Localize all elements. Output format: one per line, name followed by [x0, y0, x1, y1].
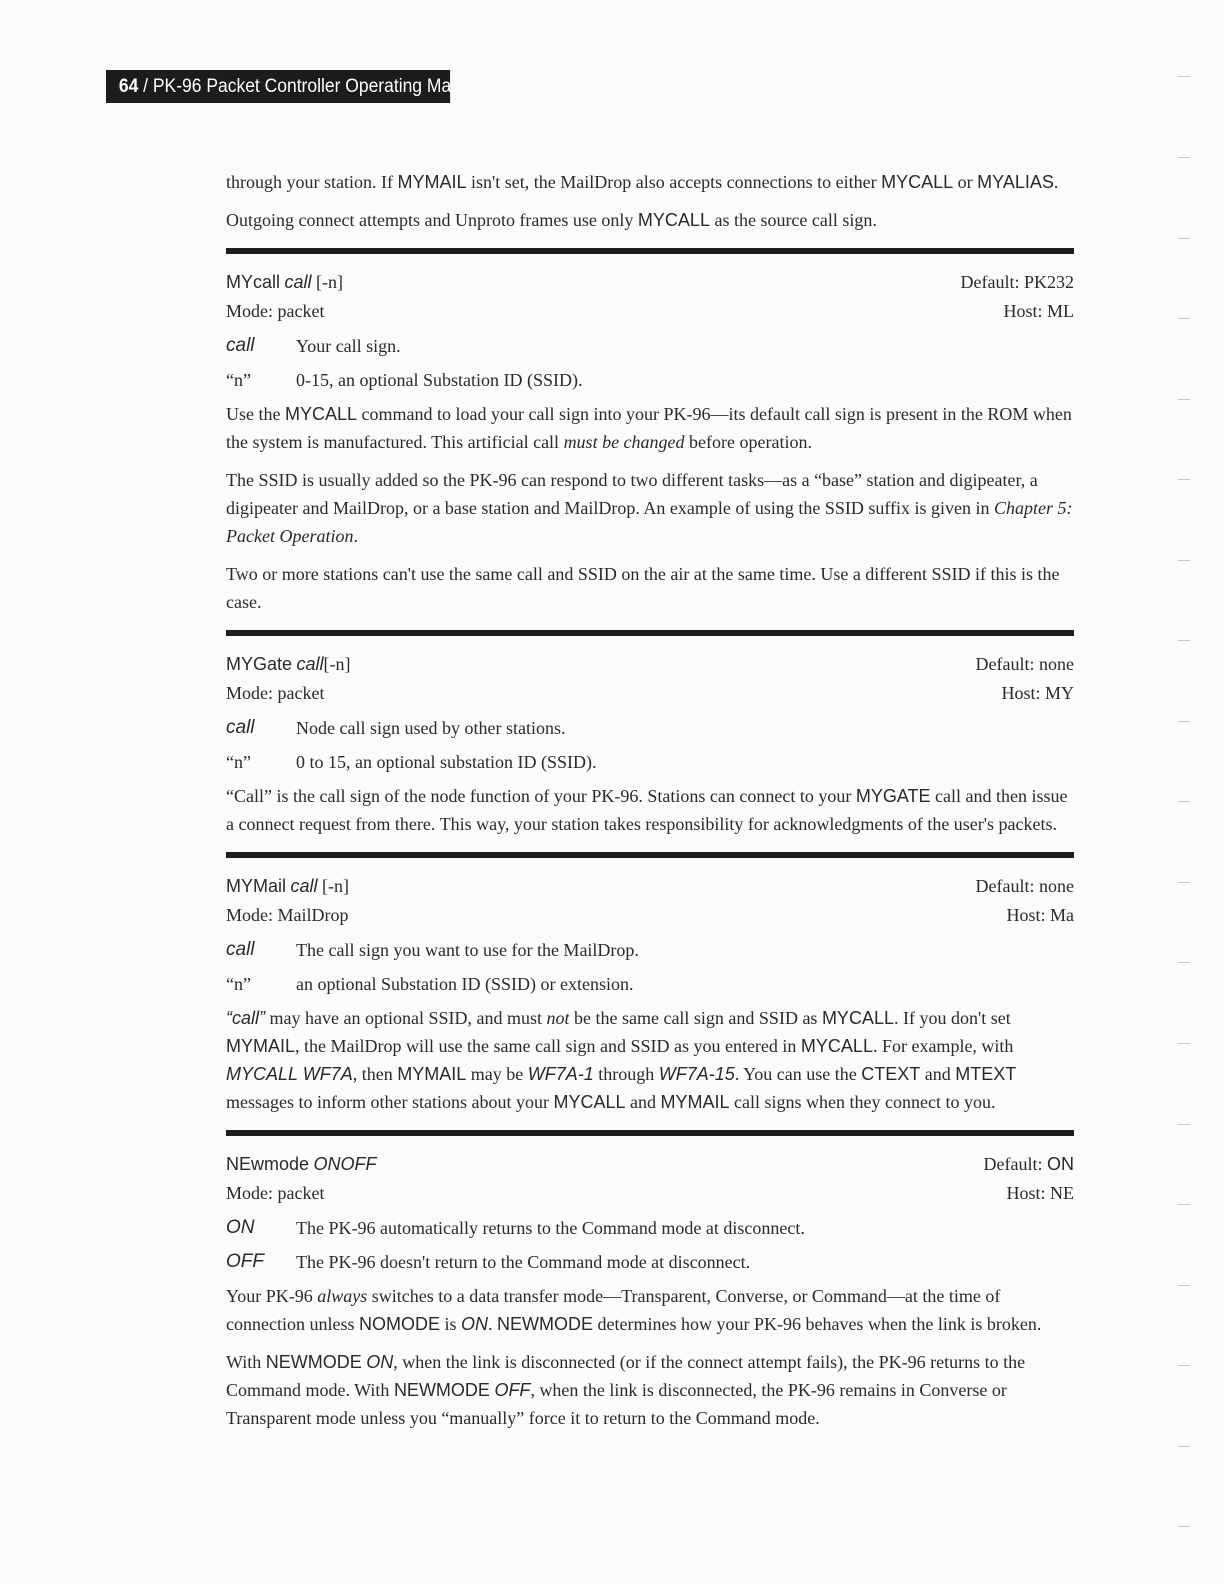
command-keyword: MYGATE — [855, 786, 931, 806]
parameter-description: The PK-96 automatically returns to the Command mode at disconnect. — [296, 1218, 805, 1238]
parameter-key: “n” — [226, 752, 251, 772]
description-paragraph — [226, 560, 1074, 616]
command-name: MYGate — [226, 654, 293, 674]
text-run: . — [1053, 172, 1059, 192]
command-mode-row — [226, 679, 1074, 708]
text-run: Two or more stations can't use the same call and SSID on the air at the same time. Use a different SSID if this is the case. — [226, 564, 1060, 612]
command-mycall — [226, 268, 1074, 616]
text-run: before operation. — [684, 432, 812, 452]
parameter-description: an optional Substation ID (SSID) or extension. — [296, 974, 634, 994]
emphasis: not — [546, 1008, 570, 1028]
text-run: may be — [466, 1064, 528, 1084]
command-value: WF7A-1 — [527, 1064, 594, 1084]
description-paragraph — [226, 1348, 1074, 1432]
parameter-description: The PK-96 doesn't return to the Command mode at disconnect. — [296, 1252, 751, 1272]
command-keyword: MYCALL — [553, 1092, 626, 1112]
margin-mark — [1178, 238, 1190, 239]
command-mygate — [226, 650, 1074, 838]
command-argument: call — [296, 654, 324, 674]
parameter-description: 0-15, an optional Substation ID (SSID). — [296, 370, 583, 390]
mode-label: Mode: packet — [226, 683, 325, 703]
parameter-key: call — [226, 335, 255, 356]
margin-mark — [1178, 1526, 1190, 1527]
command-argument-on: ON — [313, 1154, 341, 1174]
text-run: . For example, with — [872, 1036, 1014, 1056]
default-value: Default: none — [975, 654, 1074, 674]
section-divider — [226, 1130, 1074, 1136]
margin-mark — [1178, 157, 1190, 158]
command-syntax — [226, 1150, 377, 1179]
text-run: may have an optional SSID, and must — [265, 1008, 547, 1028]
text-run: The SSID is usually added so the PK-96 can respond to two different tasks—as a “base” station and digipeater, a digipeater and MailDrop, or a base station and MailDrop. An example of using the SSID suffix is given in — [226, 470, 1038, 518]
parameter-key: “n” — [226, 974, 251, 994]
margin-mark — [1178, 640, 1190, 641]
parameter-row — [226, 936, 1074, 964]
text-run: Your PK-96 — [226, 1286, 318, 1306]
mode-label: Mode: MailDrop — [226, 905, 349, 925]
command-name: MYcall — [226, 272, 281, 292]
mode-label: Mode: packet — [226, 1183, 325, 1203]
host-label: Host: Ma — [1006, 905, 1074, 925]
parameter-description: Node call sign used by other stations. — [296, 718, 566, 738]
margin-mark — [1178, 76, 1190, 77]
command-syntax — [226, 650, 351, 679]
command-keyword: MYMAIL — [660, 1092, 730, 1112]
command-mode-row — [226, 901, 1074, 930]
text-run: be the same call sign and SSID as — [569, 1008, 822, 1028]
text-run: , when the link is disconnected (or if the connect attempt fails), the PK-96 returns to the Command mode. With — [226, 1352, 1026, 1400]
command-keyword: MYALIAS — [977, 172, 1054, 192]
emphasis: always — [317, 1286, 368, 1306]
text-run: Use the — [226, 404, 285, 424]
default-value — [984, 1150, 1074, 1179]
margin-mark — [1178, 882, 1190, 883]
intro-paragraph-1 — [226, 168, 1074, 196]
running-header — [106, 70, 485, 103]
command-syntax-row — [226, 650, 1074, 679]
text-run: switches to a data transfer mode—Transparent, Converse, or Command—at the time of connection unless — [226, 1286, 1001, 1334]
command-value: OFF — [494, 1380, 531, 1400]
command-keyword: MYCALL — [800, 1036, 873, 1056]
parameter-key: OFF — [226, 1251, 264, 1272]
manual-title: / PK-96 Packet Controller Operating Manual — [138, 76, 485, 97]
text-run: determines how your PK-96 behaves when the link is broken. — [593, 1314, 1042, 1334]
default-label: Default: — [983, 1154, 1047, 1174]
text-run: , when the link is disconnected, the PK-96 remains in Converse or Transparent mode unless you “manually” force it to return to the Command mode. — [226, 1380, 1007, 1428]
description-paragraph — [226, 782, 1074, 838]
section-divider — [226, 248, 1074, 254]
margin-mark — [1178, 560, 1190, 561]
text-run: through your station. If — [226, 172, 398, 192]
parameter-key: “n” — [226, 370, 251, 390]
command-value: ON — [366, 1352, 394, 1372]
parameter-description: The call sign you want to use for the MailDrop. — [296, 940, 639, 960]
command-keyword: MTEXT — [955, 1064, 1017, 1084]
command-value: ON — [461, 1314, 488, 1334]
command-keyword: MYCALL — [821, 1008, 894, 1028]
command-keyword: MYCALL — [637, 210, 710, 230]
command-name: NEwmode — [226, 1154, 310, 1174]
command-option: [-n] — [322, 876, 350, 896]
parameter-row — [226, 970, 1074, 998]
host-label: Host: ML — [1003, 301, 1074, 321]
command-argument: call — [290, 876, 318, 896]
parameter-key: call — [226, 939, 255, 960]
margin-mark — [1178, 399, 1190, 400]
host-label: Host: NE — [1006, 1183, 1074, 1203]
description-paragraph — [226, 1004, 1074, 1116]
section-divider — [226, 630, 1074, 636]
command-keyword: CTEXT — [861, 1064, 921, 1084]
command-keyword: NEWMODE — [393, 1380, 490, 1400]
emphasis: Chapter 5: Packet Operation — [226, 498, 1073, 546]
command-value: MYCALL WF7A — [226, 1064, 353, 1084]
command-keyword: NOMODE — [358, 1314, 440, 1334]
margin-mark — [1178, 1365, 1190, 1366]
text-run: . — [353, 526, 358, 546]
default-value: Default: PK232 — [960, 272, 1074, 292]
text-run: . — [488, 1314, 497, 1334]
text-run: “Call” is the call sign of the node function of your PK-96. Stations can connect to your — [226, 786, 856, 806]
text-run: , the MailDrop will use the same call sign and SSID as you entered in — [295, 1036, 801, 1056]
text-run: is — [439, 1314, 461, 1334]
margin-mark — [1178, 1204, 1190, 1205]
text-run: isn't set, the MailDrop also accepts connections to either — [466, 172, 882, 192]
command-keyword: MYCALL — [284, 404, 358, 424]
margin-mark — [1178, 801, 1190, 802]
margin-mark — [1178, 318, 1190, 319]
parameter-key: ON — [226, 1217, 255, 1238]
margin-mark — [1178, 1285, 1190, 1286]
parameter-row — [226, 1214, 1074, 1242]
section-divider — [226, 852, 1074, 858]
command-value: WF7A-15 — [658, 1064, 735, 1084]
command-mode-row — [226, 1179, 1074, 1208]
command-value: “call” — [226, 1008, 265, 1028]
margin-mark — [1178, 1124, 1190, 1125]
description-paragraph — [226, 1282, 1074, 1338]
emphasis: must be changed — [563, 432, 685, 452]
parameter-description: Your call sign. — [296, 336, 401, 356]
command-keyword: NEWMODE — [265, 1352, 362, 1372]
text-run: , then — [352, 1064, 398, 1084]
command-syntax-row — [226, 1150, 1074, 1179]
text-run: messages to inform other stations about your — [226, 1092, 554, 1112]
page-number: 64 — [118, 76, 139, 97]
command-argument-off: OFF — [340, 1154, 377, 1174]
parameter-row — [226, 748, 1074, 776]
parameter-description: 0 to 15, an optional substation ID (SSID). — [296, 752, 597, 772]
text-run: . If you don't set — [893, 1008, 1011, 1028]
intro-paragraph-2 — [226, 206, 1074, 234]
command-mode-row — [226, 297, 1074, 326]
command-option: [-n] — [323, 654, 351, 674]
command-keyword: MYMAIL — [397, 172, 467, 192]
command-syntax-row — [226, 872, 1074, 901]
margin-mark — [1178, 1043, 1190, 1044]
text-run: call and then issue a connect request from there. This way, your station takes responsibility for acknowledgments of the user's packets. — [226, 786, 1068, 834]
text-run: as the source call sign. — [709, 210, 877, 230]
parameter-row — [226, 332, 1074, 360]
parameter-row — [226, 366, 1074, 394]
command-keyword: NEWMODE — [497, 1314, 593, 1334]
parameter-key: call — [226, 717, 255, 738]
text-run: . You can use the — [734, 1064, 862, 1084]
command-option: [-n] — [316, 272, 344, 292]
command-syntax-row — [226, 268, 1074, 297]
default-setting: ON — [1047, 1154, 1074, 1174]
parameter-row — [226, 1248, 1074, 1276]
host-label: Host: MY — [1001, 683, 1074, 703]
margin-mark — [1178, 721, 1190, 722]
text-run: through — [593, 1064, 659, 1084]
text-run: With — [226, 1352, 266, 1372]
text-run: and — [920, 1064, 956, 1084]
command-name: MYMail — [226, 876, 287, 896]
text-run: call signs when they connect to you. — [729, 1092, 996, 1112]
default-value: Default: none — [975, 876, 1074, 896]
command-keyword: MYMAIL — [397, 1064, 467, 1084]
text-run: and — [625, 1092, 661, 1112]
command-mymail — [226, 872, 1074, 1116]
description-paragraph — [226, 466, 1074, 550]
command-keyword: MYCALL — [881, 172, 954, 192]
command-syntax — [226, 268, 343, 297]
command-argument: call — [284, 272, 312, 292]
parameter-row — [226, 714, 1074, 742]
page-content — [226, 168, 1074, 1442]
mode-label: Mode: packet — [226, 301, 325, 321]
command-syntax — [226, 872, 349, 901]
margin-mark — [1178, 1446, 1190, 1447]
command-keyword: MYMAIL — [226, 1036, 296, 1056]
margin-mark — [1178, 479, 1190, 480]
command-newmode — [226, 1150, 1074, 1432]
margin-mark — [1178, 962, 1190, 963]
text-run: command to load your call sign into your PK-96—its default call sign is present in the ROM when the system is manufactured. This artificial call — [226, 404, 1072, 452]
text-run: Outgoing connect attempts and Unproto frames use only — [226, 210, 638, 230]
description-paragraph — [226, 400, 1074, 456]
text-run: or — [953, 172, 978, 192]
